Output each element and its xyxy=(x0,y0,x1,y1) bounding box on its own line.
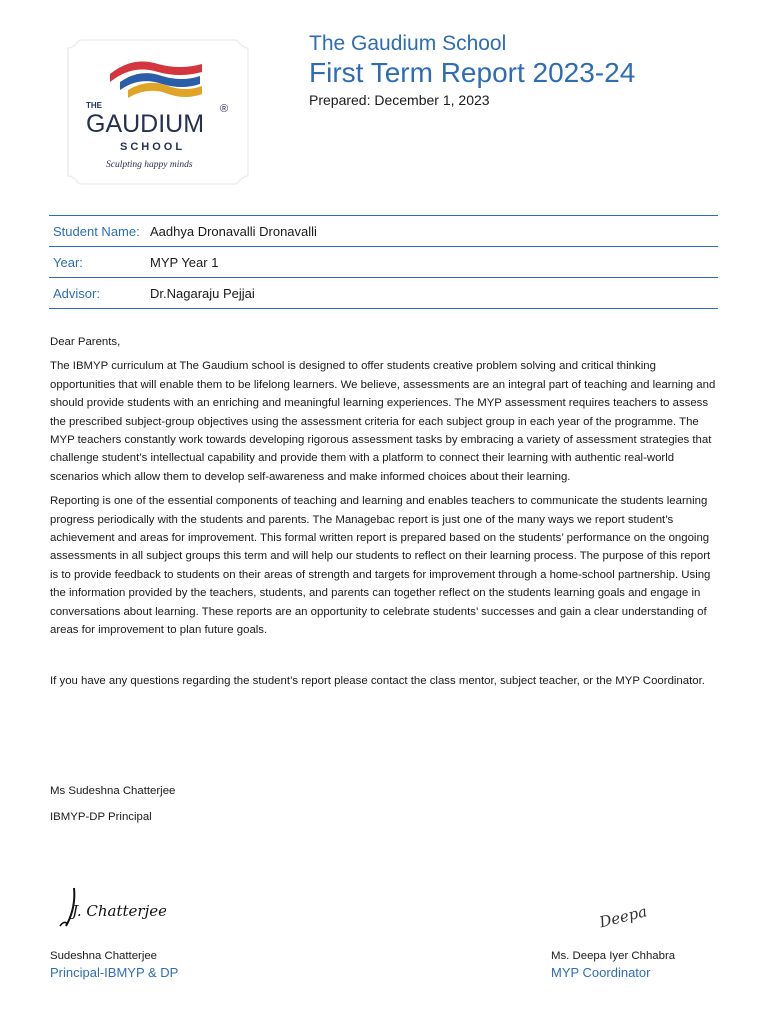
student-name-value: Aadhya Dronavalli Dronavalli xyxy=(150,223,317,239)
sign-off-name: Ms Sudeshna Chatterjee xyxy=(50,785,176,797)
paragraph-reporting: Reporting is one of the essential components of teaching and learning and enables teachers to communicate the students learning progress periodically with the students and parents. The Managebac report is just one of the many ways we report student’s achievement and areas for improvement. This formal written report is prepared based on the students’ performance on the ongoing assessments in all subject groups this term and will help our students to reflect on their learning process. The purpose of this report is to provide feedback to students on their areas of strength and targets for improvement through a home-school partnership. Using the information provided by the teachers, students, and parents can together reflect on the students learning goals and engage in conversations about learning. These reports are an opportunity to celebrate students’ successes and gain a clear understanding of areas for improvement to plan future goals. xyxy=(50,495,711,637)
paragraph-questions: If you have any questions regarding the student’s report please contact the class mentor, subject teacher, or the MYP Coordinator. xyxy=(50,674,705,687)
advisor-value: Dr.Nagaraju Pejjai xyxy=(150,285,255,301)
salutation: Dear Parents, xyxy=(50,336,121,348)
logo-name: GAUDIUM xyxy=(86,110,205,138)
logo-school: SCHOOL xyxy=(120,141,186,153)
principal-signature xyxy=(56,880,166,932)
report-header xyxy=(309,32,635,109)
logo-the: THE xyxy=(86,101,102,110)
logo-tagline: Sculpting happy minds xyxy=(106,160,193,170)
principal-role: Principal-IBMYP & DP xyxy=(50,965,179,980)
info-row-student-name xyxy=(49,216,718,247)
info-row-advisor xyxy=(49,278,718,309)
year-value: MYP Year 1 xyxy=(150,254,219,270)
year-label: Year: xyxy=(53,254,83,270)
coordinator-signatory xyxy=(551,948,675,982)
principal-name: Sudeshna Chatterjee xyxy=(50,950,158,962)
letter-body xyxy=(50,333,720,696)
prepared-date: Prepared: December 1, 2023 xyxy=(309,92,490,108)
svg-text:J. Chatterjee: J. Chatterjee xyxy=(72,902,166,920)
school-name: The Gaudium School xyxy=(309,32,507,55)
logo-registered: ® xyxy=(220,103,229,115)
info-row-year xyxy=(49,247,718,278)
school-logo xyxy=(62,34,254,190)
coordinator-name: Ms. Deepa Iyer Chhabra xyxy=(551,950,676,962)
student-name-label: Student Name: xyxy=(53,223,140,239)
report-title: First Term Report 2023-24 xyxy=(309,57,636,88)
advisor-label: Advisor: xyxy=(53,285,100,301)
sign-off-title: IBMYP-DP Principal xyxy=(50,811,152,823)
coordinator-role: MYP Coordinator xyxy=(551,965,651,980)
paragraph-curriculum: The IBMYP curriculum at The Gaudium school is designed to offer students creative problem solving and critical thinking opportunities that will enable them to be lifelong learners. We believe, assessments are an integral part of teaching and learning and should provide students with an enriching and meaningful learning experiences. The MYP assessment requires teachers to assess the prescribed subject-group objectives using the assessment criteria for each subject group in each year of the programme. The MYP teachers constantly work towards developing rigorous assessment tasks by embracing a variety of assessment strategies that challenge student’s intellectual capability and provide them with a platform to connect their learning with authentic real-world scenarios which allow them to develop self-awareness and make informed choices about their learning. xyxy=(50,360,716,483)
svg-text:Deepa: Deepa xyxy=(597,902,649,932)
student-info-table xyxy=(49,215,718,309)
coordinator-signature xyxy=(590,888,680,934)
principal-signatory xyxy=(50,948,178,982)
